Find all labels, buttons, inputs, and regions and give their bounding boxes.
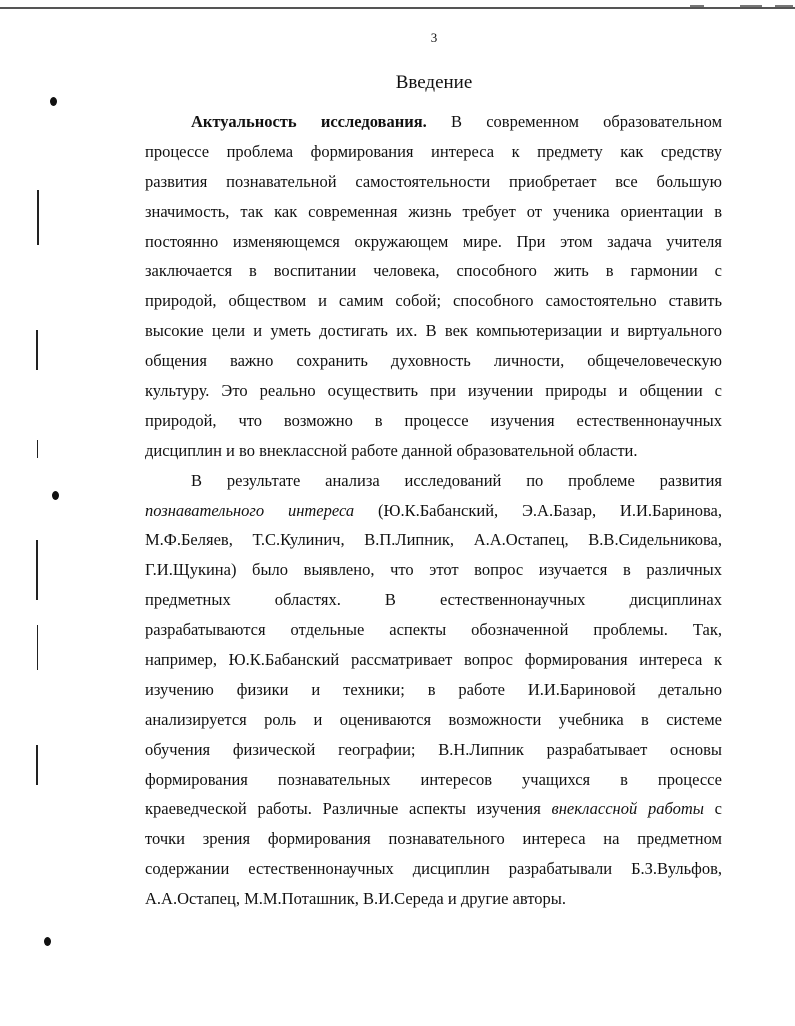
page-number: 3 <box>430 30 438 45</box>
scan-margin-mark <box>37 625 38 670</box>
scan-edge-line <box>0 7 795 9</box>
paragraph-line: Актуальность исследования. В современном образовательном <box>191 112 722 131</box>
paragraph-line: культуру. Это реально осуществить при изучении природы и общении с <box>145 381 722 401</box>
paragraph-line: В результате анализа исследований по проблеме развития <box>191 470 722 490</box>
paragraph-line: общения важно сохранить духовность личности, общечеловеческую <box>145 351 722 371</box>
paragraph-line: дисциплин и во внеклассной работе данной образовательной области. <box>145 440 638 460</box>
paragraph-line: процессе проблема формирования интереса к предмету как средству <box>145 141 722 161</box>
paragraph-line: формирования познавательных интересов учащихся в процессе <box>145 769 722 789</box>
paragraph-line: точки зрения формирования познавательного интереса на предметном <box>145 829 722 849</box>
paragraph-line: изучению физики и техники; в работе И.И.Бариновой детально <box>145 679 722 699</box>
paragraph-line: краеведческой работы. Различные аспекты изучения внеклассной работы с <box>145 799 722 819</box>
paragraph-line: содержании естественнонаучных дисциплин разрабатывали Б.З.Вульфов, <box>145 859 722 879</box>
page-title: Введение <box>395 72 473 93</box>
paragraph-line: развития познавательной самостоятельности приобретает все большую <box>145 171 722 191</box>
scan-edge-mark <box>740 5 762 7</box>
paragraph-line: высокие цели и уметь достигать их. В век компьютеризации и виртуального <box>145 321 722 341</box>
scan-margin-mark <box>36 745 38 785</box>
scan-margin-mark <box>37 440 38 458</box>
scan-punch-hole <box>52 491 59 500</box>
scan-edge-mark <box>690 5 704 7</box>
paragraph-line: предметных областях. В естественнонаучных дисциплинах <box>145 590 722 610</box>
paragraph-line: А.А.Остапец, М.М.Поташник, В.И.Середа и другие авторы. <box>145 889 566 909</box>
scan-margin-mark <box>36 540 38 600</box>
paragraph-line: разрабатываются отдельные аспекты обозначенной проблемы. Так, <box>145 620 722 640</box>
scan-edge-mark <box>775 5 793 7</box>
scan-margin-mark <box>37 190 39 245</box>
paragraph-line: природой, обществом и самим собой; способного самостоятельно ставить <box>145 291 722 311</box>
paragraph-line: например, Ю.К.Бабанский рассматривает вопрос формирования интереса к <box>145 650 722 670</box>
paragraph-line: постоянно изменяющемся окружающем мире. При этом задача учителя <box>145 231 722 251</box>
scan-punch-hole <box>44 937 51 946</box>
paragraph-line: познавательного интереса (Ю.К.Бабанский, Э.А.Базар, И.И.Баринова, <box>145 500 722 520</box>
scan-margin-mark <box>36 330 38 370</box>
paragraph-line: М.Ф.Беляев, Т.С.Кулинич, В.П.Липник, А.А.Остапец, В.В.Сидельникова, <box>145 530 722 550</box>
paragraph-line: обучения физической географии; В.Н.Липник разрабатывает основы <box>145 739 722 759</box>
paragraph-line: заключается в воспитании человека, способного жить в гармонии с <box>145 261 722 281</box>
scan-punch-hole <box>50 97 57 106</box>
paragraph-line: значимость, так как современная жизнь требует от ученика ориентации в <box>145 201 722 221</box>
body-text <box>145 107 722 914</box>
paragraph-line: анализируется роль и оцениваются возможности учебника в системе <box>145 709 722 729</box>
paragraph-line: Г.И.Щукина) было выявлено, что этот вопрос изучается в различных <box>145 560 722 580</box>
italic-term: познавательного интереса <box>145 500 355 520</box>
italic-term: внеклассной работы <box>551 799 704 819</box>
paragraph-line: природой, что возможно в процессе изучения естественнонаучных <box>145 410 722 430</box>
lead-heading: Актуальность исследования. <box>191 112 427 131</box>
